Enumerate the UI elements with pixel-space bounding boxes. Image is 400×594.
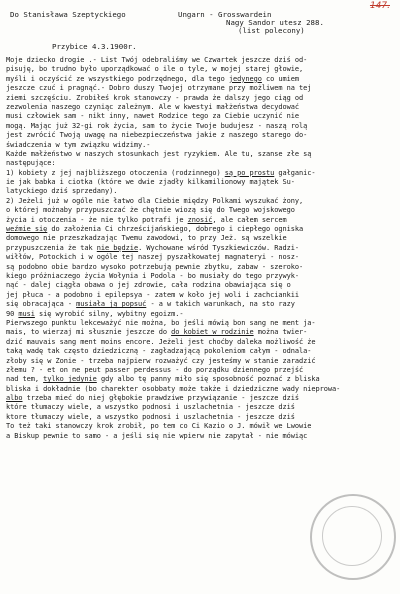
letter-body xyxy=(6,56,394,592)
archive-number: 147. xyxy=(369,1,390,11)
letter-line: mais, to wierzaj mi słusznie jeszcze do do kobiet w rodzinie można twier- xyxy=(6,328,308,337)
underlined-phrase: znosić xyxy=(187,215,213,224)
letter-line: albo trzeba mieć do niej głębokie prawdziwe przywiązanie - jeszcze dziś xyxy=(6,394,300,403)
letter-line: o której możnaby przypuszczać że chętnie wiozą się do Twego wojskowego xyxy=(6,206,295,215)
letter-line: następujące: xyxy=(6,159,56,168)
letter-line: weźmie się do założenia Ci chrześcijańskiego, dobrego i ciepłego ogniska xyxy=(6,225,304,234)
letter-line: pisuję, bo trudno było uporządkować o ile o tyle, w mojej starej głowie, xyxy=(6,65,304,74)
letter-line: świadczenia w tym związku widzimy.- xyxy=(6,140,151,149)
letter-line: taką wadę tak często dziedziczną - zagładzającą pokoleniom całym - odnala- xyxy=(6,347,312,356)
location-line: Ungarn - Grosswardein xyxy=(178,10,272,19)
letter-line: 1) kobiety z jej najbliższego otoczenia (rodzinnego) są po prostu gałganic- xyxy=(6,168,316,177)
letter-line: nąć - dalej ciągła obawa o jej zdrowie, cała rodzina obawiająca się o xyxy=(6,281,291,290)
letter-line: kiego próżniaczego życia Wołynia i Podola - bo musiały do tego przywyk- xyxy=(6,271,299,280)
recipient-line: Do Stanisława Szeptyckiego xyxy=(10,10,126,19)
letter-line: dzić mauvais sang ment moins encore. Jeżeli jest choćby daleka możliwość że xyxy=(6,337,316,346)
underlined-phrase: jedynego xyxy=(228,74,262,83)
letter-line: się obracająca - musiała ją popsuć - a w takich warunkach, na sto razy xyxy=(6,300,295,309)
letter-line: 90 musi się wyrobić silny, wybitny egoizm.- xyxy=(6,309,184,318)
underlined-phrase: musiała ją popsuć xyxy=(76,300,147,309)
letter-line: Pierwszego punktu lekceważyć nie można, bo jeśli mówią bon sang ne ment ja- xyxy=(6,318,316,327)
delivery-mode: (list polecony) xyxy=(238,26,305,35)
underlined-phrase: weźmie się xyxy=(6,225,48,234)
letter-line: a Biskup pewnie to samo - a jeśli się nie wpierw nie zapytał - nie mówiąc xyxy=(6,431,308,440)
letter-line: nad tem, tylko jedynie gdy albo tę panny miło się sposobność poznać z bliska xyxy=(6,375,320,384)
underlined-phrase: tylko jedynie xyxy=(43,375,97,384)
letter-line: życia i otoczenia - że nie tylko potrafi je znosić, ale całem sercem xyxy=(6,215,287,224)
letter-line: myśli i oczyścić ze wszystkiego podrzędnego, dla tego jedynego co umiem xyxy=(6,74,300,83)
letter-line: przypuszczenia że tak nie będzie. Wychowane wśród Tyszkiewiczów. Radzi- xyxy=(6,243,300,252)
letter-line: jej płuca - a podobno i epilepsya - zatem w koło jej woli i zachciankii xyxy=(6,290,299,299)
letter-line: To też taki stanowczy krok zrobił, po tem co Ci Kazio o J. mówił we Lwowie xyxy=(6,422,312,431)
letter-line: złemu ? - et on ne peut passer perdessus - do porządku dziennego przejść xyxy=(6,365,304,374)
letter-line: domowego nie przeszkadzając Twemu zawodowi, to przy Jeż. są wszelkie xyxy=(6,234,287,243)
address-line: Nagy Sandor utesz 288. xyxy=(226,18,324,27)
underlined-phrase: musi xyxy=(18,309,35,318)
letter-line: jest zwrócić Twoją uwagę na niebezpieczeństwa jakie z naszego starego do- xyxy=(6,131,308,140)
letter-line: mogą. Mając już 32-gi rok życia, sam to życie Twoje budujesz - naszą rolą xyxy=(6,121,308,130)
underlined-phrase: nie będzie xyxy=(96,243,139,252)
letter-line: Moje dziecko drogie .- List Twój odebraliśmy we Czwartek jeszcze dziś od- xyxy=(6,56,308,64)
letter-line: jeszcze czuć i pragnąć.- Dobro duszy Twojej otrzymane przy możliwem na tej xyxy=(6,84,312,93)
letter-line: które tłumaczy wiele, a wszystko podnosi i uszlachetnia - jeszcze dziś xyxy=(6,403,295,412)
letter-line: ktore tłumaczy wiele, a wszystko podnosi i uszlachetnia - jeszcze dziś xyxy=(6,412,295,421)
letter-line: latyckiego dziś sprzedany). xyxy=(6,187,118,196)
place-date-line: Przybice 4.3.1900r. xyxy=(52,42,137,51)
underlined-phrase: albo xyxy=(6,394,23,403)
underlined-phrase: są po prostu xyxy=(224,168,275,177)
letter-line: ziemi szczęściu. Zrobiłeś krok stanowczy - prawda że dalszy jego ciąg od xyxy=(6,93,304,102)
letter-line: złoby się w Żonie - trzeba najpierw rozważyć czy jesteśmy w stanie zaradzić xyxy=(6,356,316,365)
letter-line: 2) Jeżeli już w ogóle nie łatwo dla Ciebie między Polkami wyszukać żony, xyxy=(6,196,304,205)
letter-line: są podobno obie bardzo wysoko potrzebują pewnie zbytku, zabaw - szeroko- xyxy=(6,262,304,271)
letter-line: ie jak babka i ciotka (które we dwie zjadły kilkamilionowy majątek Su- xyxy=(6,178,295,187)
letter-line: zezwolenia naszego czyniąc zależnym. Ale w kwestyi małżeństwa decydować xyxy=(6,102,299,111)
underlined-phrase: do kobiet w rodzinie xyxy=(171,328,254,337)
letter-line: wiłłów, Potockich i w ogóle tej naszej pyszałkowatej magnateryi - nosz- xyxy=(6,253,299,262)
letter-line: bliska i dokładnie (bo charekter osobbaty może także i dziedziczne wady nieprowa- xyxy=(6,384,341,393)
letter-line: Każde małżeństwo w naszych stosunkach jest ryzykiem. Ale tu, szanse złe są xyxy=(6,149,312,158)
letter-line: musi człowiek sam - nikt inny, nawet Rodzice tego za Ciebie uczynić nie xyxy=(6,112,299,121)
